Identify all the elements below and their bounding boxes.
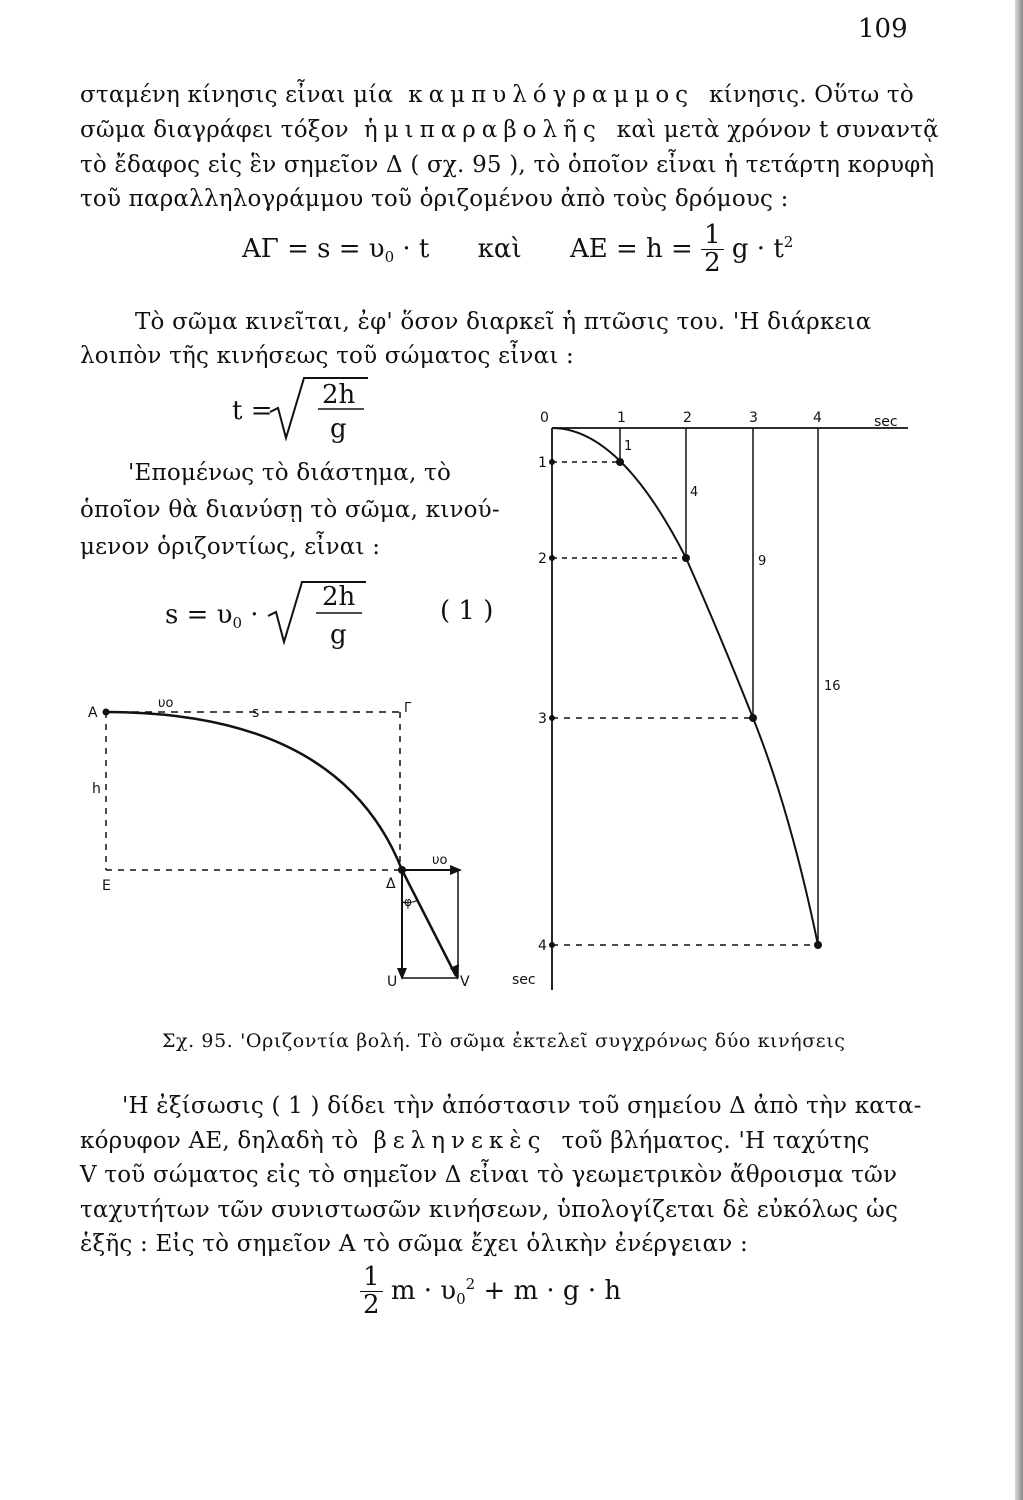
fraction-half-energy: $\frac{1}{2}$ <box>360 1264 383 1320</box>
para4-line3: V τοῦ σώματος εἰς τὸ σημεῖον Δ εἶναι τὸ γεωμετρικὸν ἄθροισμα τῶν <box>80 1162 898 1188</box>
curve-seg-3 <box>753 718 818 945</box>
point-a <box>103 709 109 715</box>
ytick-dot-2 <box>550 556 555 561</box>
xtick-0: 0 <box>540 410 549 426</box>
point-1 <box>617 459 624 466</box>
page-edge-shadow <box>1015 0 1023 1500</box>
x-unit: sec <box>874 414 898 430</box>
para3-line1: 'Επομένως τὸ διάστημα, τὸ <box>128 460 452 486</box>
ytick-1: 1 <box>538 455 547 471</box>
figure-caption: Σχ. 95. 'Οριζοντία βολή. Τὸ σῶμα ἐκτελεῖ συγχρόνως δύο κινήσεις <box>162 1030 846 1052</box>
sqrt-sign-range <box>266 578 376 648</box>
equation-total-energy: $\frac{1}{2}$ $m \cdot \upsilon_0^2 + m \cdot g \cdot h$ <box>360 1264 621 1320</box>
para3-line2: ὁποῖον θὰ διανύσῃ τὸ σῶμα, κινού- <box>80 497 500 523</box>
xtick-4: 4 <box>813 410 822 426</box>
para2-line2: λοιπὸν τῆς κινήσεως τοῦ σώματος εἶναι : <box>80 343 575 369</box>
label-phi: φ <box>404 895 412 909</box>
point-3 <box>750 715 757 722</box>
vector-v <box>402 870 456 976</box>
xtick-1: 1 <box>617 410 626 426</box>
figure-projectile <box>80 690 480 990</box>
ytick-dot-4 <box>550 943 555 948</box>
point-4 <box>815 942 822 949</box>
label-e: E <box>102 878 111 894</box>
range-numerator: 2h <box>322 582 356 612</box>
para1-line2: σῶμα διαγράφει τόξον ἡμιπαραβολῆς καὶ μετὰ χρόνον t συναντᾷ <box>80 117 939 143</box>
duration-numerator: 2h <box>322 380 356 410</box>
curve-seg-2 <box>686 558 753 718</box>
para1-line4: τοῦ παραλληλογράμμου τοῦ ὁριζομένου ἀπὸ τοὺς δρόμους : <box>80 186 789 212</box>
figure-time-grid <box>512 400 918 995</box>
label-v0-right: υo <box>432 853 448 868</box>
drop-label-9: 9 <box>758 554 767 569</box>
para4-line4: ταχυτήτων τῶν συνιστωσῶν κινήσεων, ὑπολογίζεται δὲ εὐκόλως ὡς <box>80 1197 899 1223</box>
drop-label-4: 4 <box>690 485 699 500</box>
para1-line3: τὸ ἔδαφος εἰς ἓν σημεῖον Δ ( σχ. 95 ), τὸ ὁποῖον εἶναι ἡ τετάρτη κορυφὴ <box>80 152 935 178</box>
curve-seg-1 <box>552 428 686 558</box>
equation-number-1: ( 1 ) <box>440 596 494 626</box>
label-u: U <box>387 974 398 990</box>
para4-line5: ἑξῆς : Εἰς τὸ σημεῖον Α τὸ σῶμα ἔχει ὁλικὴν ἐνέργειαν : <box>80 1231 748 1257</box>
label-gamma: Γ <box>404 701 412 716</box>
label-delta: Δ <box>386 876 396 892</box>
equation-ag-ae: $A\Gamma = s = \upsilon_0 \cdot t$ καὶ ΑΕ = h = $\frac{1}{2}$ $g \cdot t^2$ <box>242 220 794 279</box>
ytick-2: 2 <box>538 551 547 567</box>
ytick-dot-1 <box>550 460 555 465</box>
drop-label-16: 16 <box>824 679 841 694</box>
y-unit: sec <box>512 972 536 988</box>
label-v0-top: υo <box>158 696 174 711</box>
arrow-v0 <box>450 865 462 875</box>
para4-line2: κόρυφον ΑΕ, δηλαδὴ τὸ βεληνεκὲς τοῦ βλήματος. 'Η ταχύτης <box>80 1128 870 1154</box>
ytick-4: 4 <box>538 938 547 954</box>
ytick-3: 3 <box>538 711 547 727</box>
fraction-half: $\frac{1}{2}$ <box>701 222 724 278</box>
equation-duration-lhs: t = <box>232 396 273 426</box>
parabola-arc <box>106 712 402 870</box>
para2-line1: Τὸ σῶμα κινεῖται, ἐφ' ὅσον διαρκεῖ ἡ πτῶσις του. 'Η διάρκεια <box>135 309 872 335</box>
para4-line1: 'Η ἐξίσωσις ( 1 ) δίδει τὴν ἀπόστασιν τοῦ σημείου Δ ἀπὸ τὴν κατα- <box>122 1093 922 1119</box>
para3-line3: μενον ὁριζοντίως, εἶναι : <box>80 534 381 560</box>
duration-denominator: g <box>330 414 347 444</box>
xtick-3: 3 <box>749 410 758 426</box>
equation-range-lhs: $s = \upsilon_0$ · <box>165 600 259 632</box>
page-number: 109 <box>858 14 908 44</box>
xtick-2: 2 <box>683 410 692 426</box>
label-a: A <box>88 705 98 721</box>
label-h: h <box>92 781 101 797</box>
label-v: V <box>460 974 470 990</box>
range-denominator: g <box>330 620 347 650</box>
para1-line1: σταμένη κίνησις εἶναι μία καμπυλόγραμμος κίνησις. Οὕτω τὸ <box>80 82 914 108</box>
label-s: s <box>252 705 260 721</box>
point-delta <box>399 867 406 874</box>
point-2 <box>683 555 690 562</box>
ytick-dot-3 <box>550 716 555 721</box>
drop-label-1: 1 <box>624 439 633 454</box>
